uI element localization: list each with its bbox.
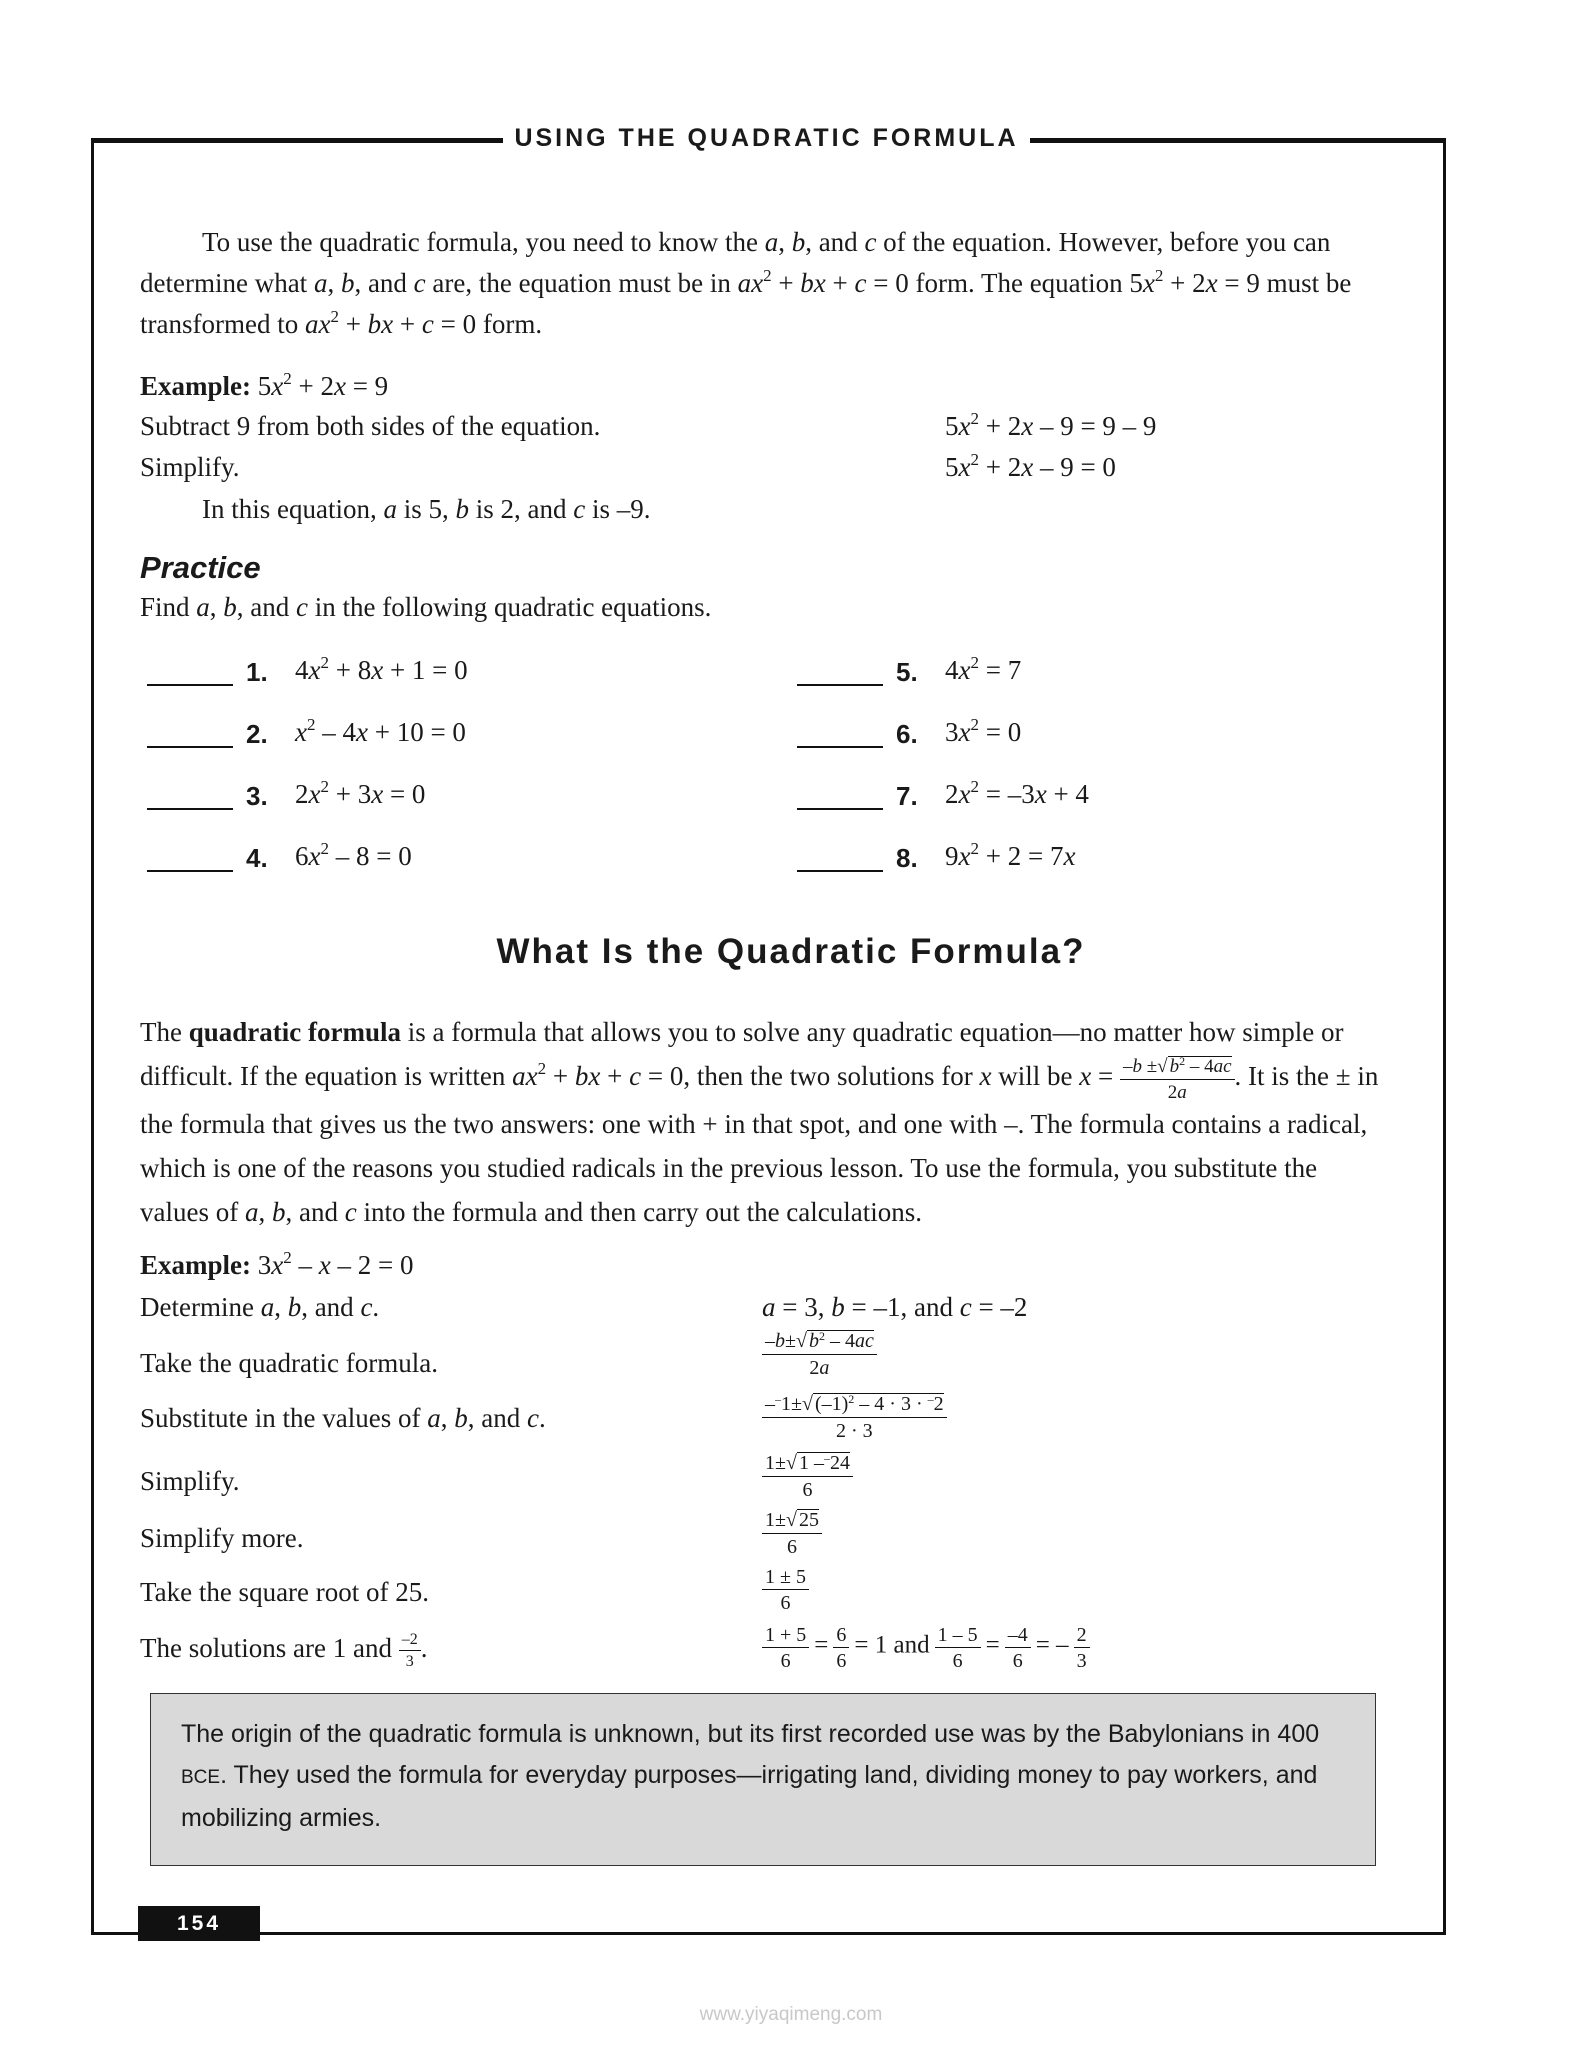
example1-conclusion: In this equation, a is 5, b is 2, and c is –9. bbox=[202, 494, 651, 524]
example2-step6-math: $\frac{1 \pm 5}{6}$ bbox=[762, 1567, 809, 1613]
answer-blank[interactable] bbox=[797, 870, 883, 872]
example2-step7-text: The solutions are 1 and $\frac{-2}{3}$ . bbox=[140, 1631, 428, 1670]
practice-instruction: Find a, b, and c in the following quadratic equations. bbox=[140, 592, 712, 622]
answer-blank[interactable] bbox=[797, 746, 883, 748]
quadratic-formula: $\frac{-b \pm√ b^2 - 4ac}{2a}$ bbox=[1120, 1056, 1235, 1102]
example1-step2-math: $5x^2 + 2x - 9 = 0$ bbox=[945, 450, 1116, 482]
item-equation: $9x^2 + 2 = 7x$ bbox=[945, 839, 1076, 871]
item-equation: $6x^2 - 8 = 0$ bbox=[295, 839, 412, 871]
item-equation: $2x^2 = -3x + 4$ bbox=[945, 777, 1089, 809]
item-equation: $3x^2 = 0$ bbox=[945, 715, 1022, 747]
frame-top-rule-left bbox=[91, 138, 503, 143]
intro-paragraph: To use the quadratic formula, you need to know the a, b, and c of the equation. However, before you can determine what a, b, and c are, the equation must be in $ax^2$ + bx + c = 0 form. The equation $5x^2 + 2x = 9$ must be transformed to $ax^2$ + bx + c = 0 form. bbox=[140, 227, 1352, 339]
example1-step1-text: Subtract 9 from both sides of the equation. bbox=[140, 411, 601, 441]
frame-top-rule-right bbox=[1030, 138, 1446, 143]
example2-step5-math: $\frac{1\pm√ 25}{6}$ bbox=[762, 1509, 822, 1557]
page-number: 154 bbox=[138, 1906, 260, 1941]
answer-blank[interactable] bbox=[147, 684, 233, 686]
frame-right-rule bbox=[1443, 138, 1446, 1935]
running-head: USING THE QUADRATIC FORMULA bbox=[514, 124, 1019, 152]
item-equation: $4x^2 = 7$ bbox=[945, 653, 1022, 685]
item-equation: $4x^2 + 8x + 1 = 0$ bbox=[295, 653, 468, 685]
frame-bottom-rule bbox=[91, 1932, 1446, 1935]
frame-left-rule bbox=[91, 138, 94, 1935]
example2-step4-text: Simplify. bbox=[140, 1466, 240, 1496]
section-heading: What Is the Quadratic Formula? bbox=[496, 932, 1086, 971]
watermark: www.yiyaqimeng.com bbox=[699, 2004, 883, 2025]
example2-step1-math: a = 3, b = –1, and c = –2 bbox=[762, 1292, 1028, 1322]
item-equation: $x^2 - 4x + 10 = 0$ bbox=[295, 715, 466, 747]
example1-step1-math: $5x^2 + 2x - 9 = 9 - 9$ bbox=[945, 409, 1157, 441]
example2-step2-text: Take the quadratic formula. bbox=[140, 1348, 438, 1378]
example2-step3-math: $\frac{-^-1\pm√ (-1)^2 - 4 \cdot 3 \cdot ^-2}{2 \cdot 3}$ bbox=[762, 1393, 947, 1441]
example2-step3-text: Substitute in the values of a, b, and c. bbox=[140, 1403, 546, 1433]
item-number: 7. bbox=[896, 781, 918, 811]
example2-step6-text: Take the square root of 25. bbox=[140, 1577, 430, 1607]
answer-blank[interactable] bbox=[147, 746, 233, 748]
example2-step5-text: Simplify more. bbox=[140, 1523, 304, 1553]
practice-heading: Practice bbox=[140, 550, 261, 585]
item-number: 6. bbox=[896, 719, 918, 749]
answer-blank[interactable] bbox=[797, 808, 883, 810]
historical-note-box bbox=[150, 1693, 1376, 1866]
example2-step4-math: $\frac{1\pm√ 1 -^-24}{6}$ bbox=[762, 1452, 853, 1500]
answer-blank[interactable] bbox=[147, 870, 233, 872]
example1-step2-text: Simplify. bbox=[140, 452, 240, 482]
item-number: 3. bbox=[246, 781, 268, 811]
example2-step1-text: Determine a, b, and c. bbox=[140, 1292, 380, 1322]
historical-note-text: The origin of the quadratic formula is unknown, but its first recorded use was by the Babylonians in 400 BCE. They used the formula for everyday purposes—irrigating land, dividing money to pay workers, and mobilizing armies. bbox=[181, 1720, 1320, 1832]
item-number: 8. bbox=[896, 843, 918, 873]
answer-blank[interactable] bbox=[147, 808, 233, 810]
item-number: 4. bbox=[246, 843, 268, 873]
answer-blank[interactable] bbox=[797, 684, 883, 686]
item-number: 5. bbox=[896, 657, 918, 687]
example2-step7-math: $\frac{1 + 5}{6}$ = $\frac{6}{6}$ = 1 and $\frac{1 - 5}{6}$ = $\frac{-4}{6}$ = – $\frac{2}{3}$ bbox=[762, 1625, 1090, 1671]
section-paragraph: The quadratic formula is a formula that allows you to solve any quadratic equation—no matter how simple or difficult. If the equation is written $ax^2$ + bx + c = 0, then the two solutions for x will be x = $\frac{-b \pm√ b^2 - 4ac}{2a}$ . It is the ± in the formula that gives us the two answers: one with + in that spot, and one with –. The formula contains a radical, which is one of the reasons you studied radicals in the previous lesson. To use the formula, you substitute the values of a, b, and c into the formula and then carry out the calculations. bbox=[140, 1017, 1379, 1227]
item-number: 1. bbox=[246, 657, 268, 687]
item-equation: $2x^2 + 3x = 0$ bbox=[295, 777, 426, 809]
example2-heading: Example: $3x^2 - x - 2 = 0$ bbox=[140, 1248, 414, 1280]
item-number: 2. bbox=[246, 719, 268, 749]
example1-heading: Example: $5x^2 + 2x = 9$ bbox=[140, 369, 389, 401]
example2-step2-math: $\frac{-b\pm√ b^2 - 4ac}{2a}$ bbox=[762, 1330, 877, 1378]
